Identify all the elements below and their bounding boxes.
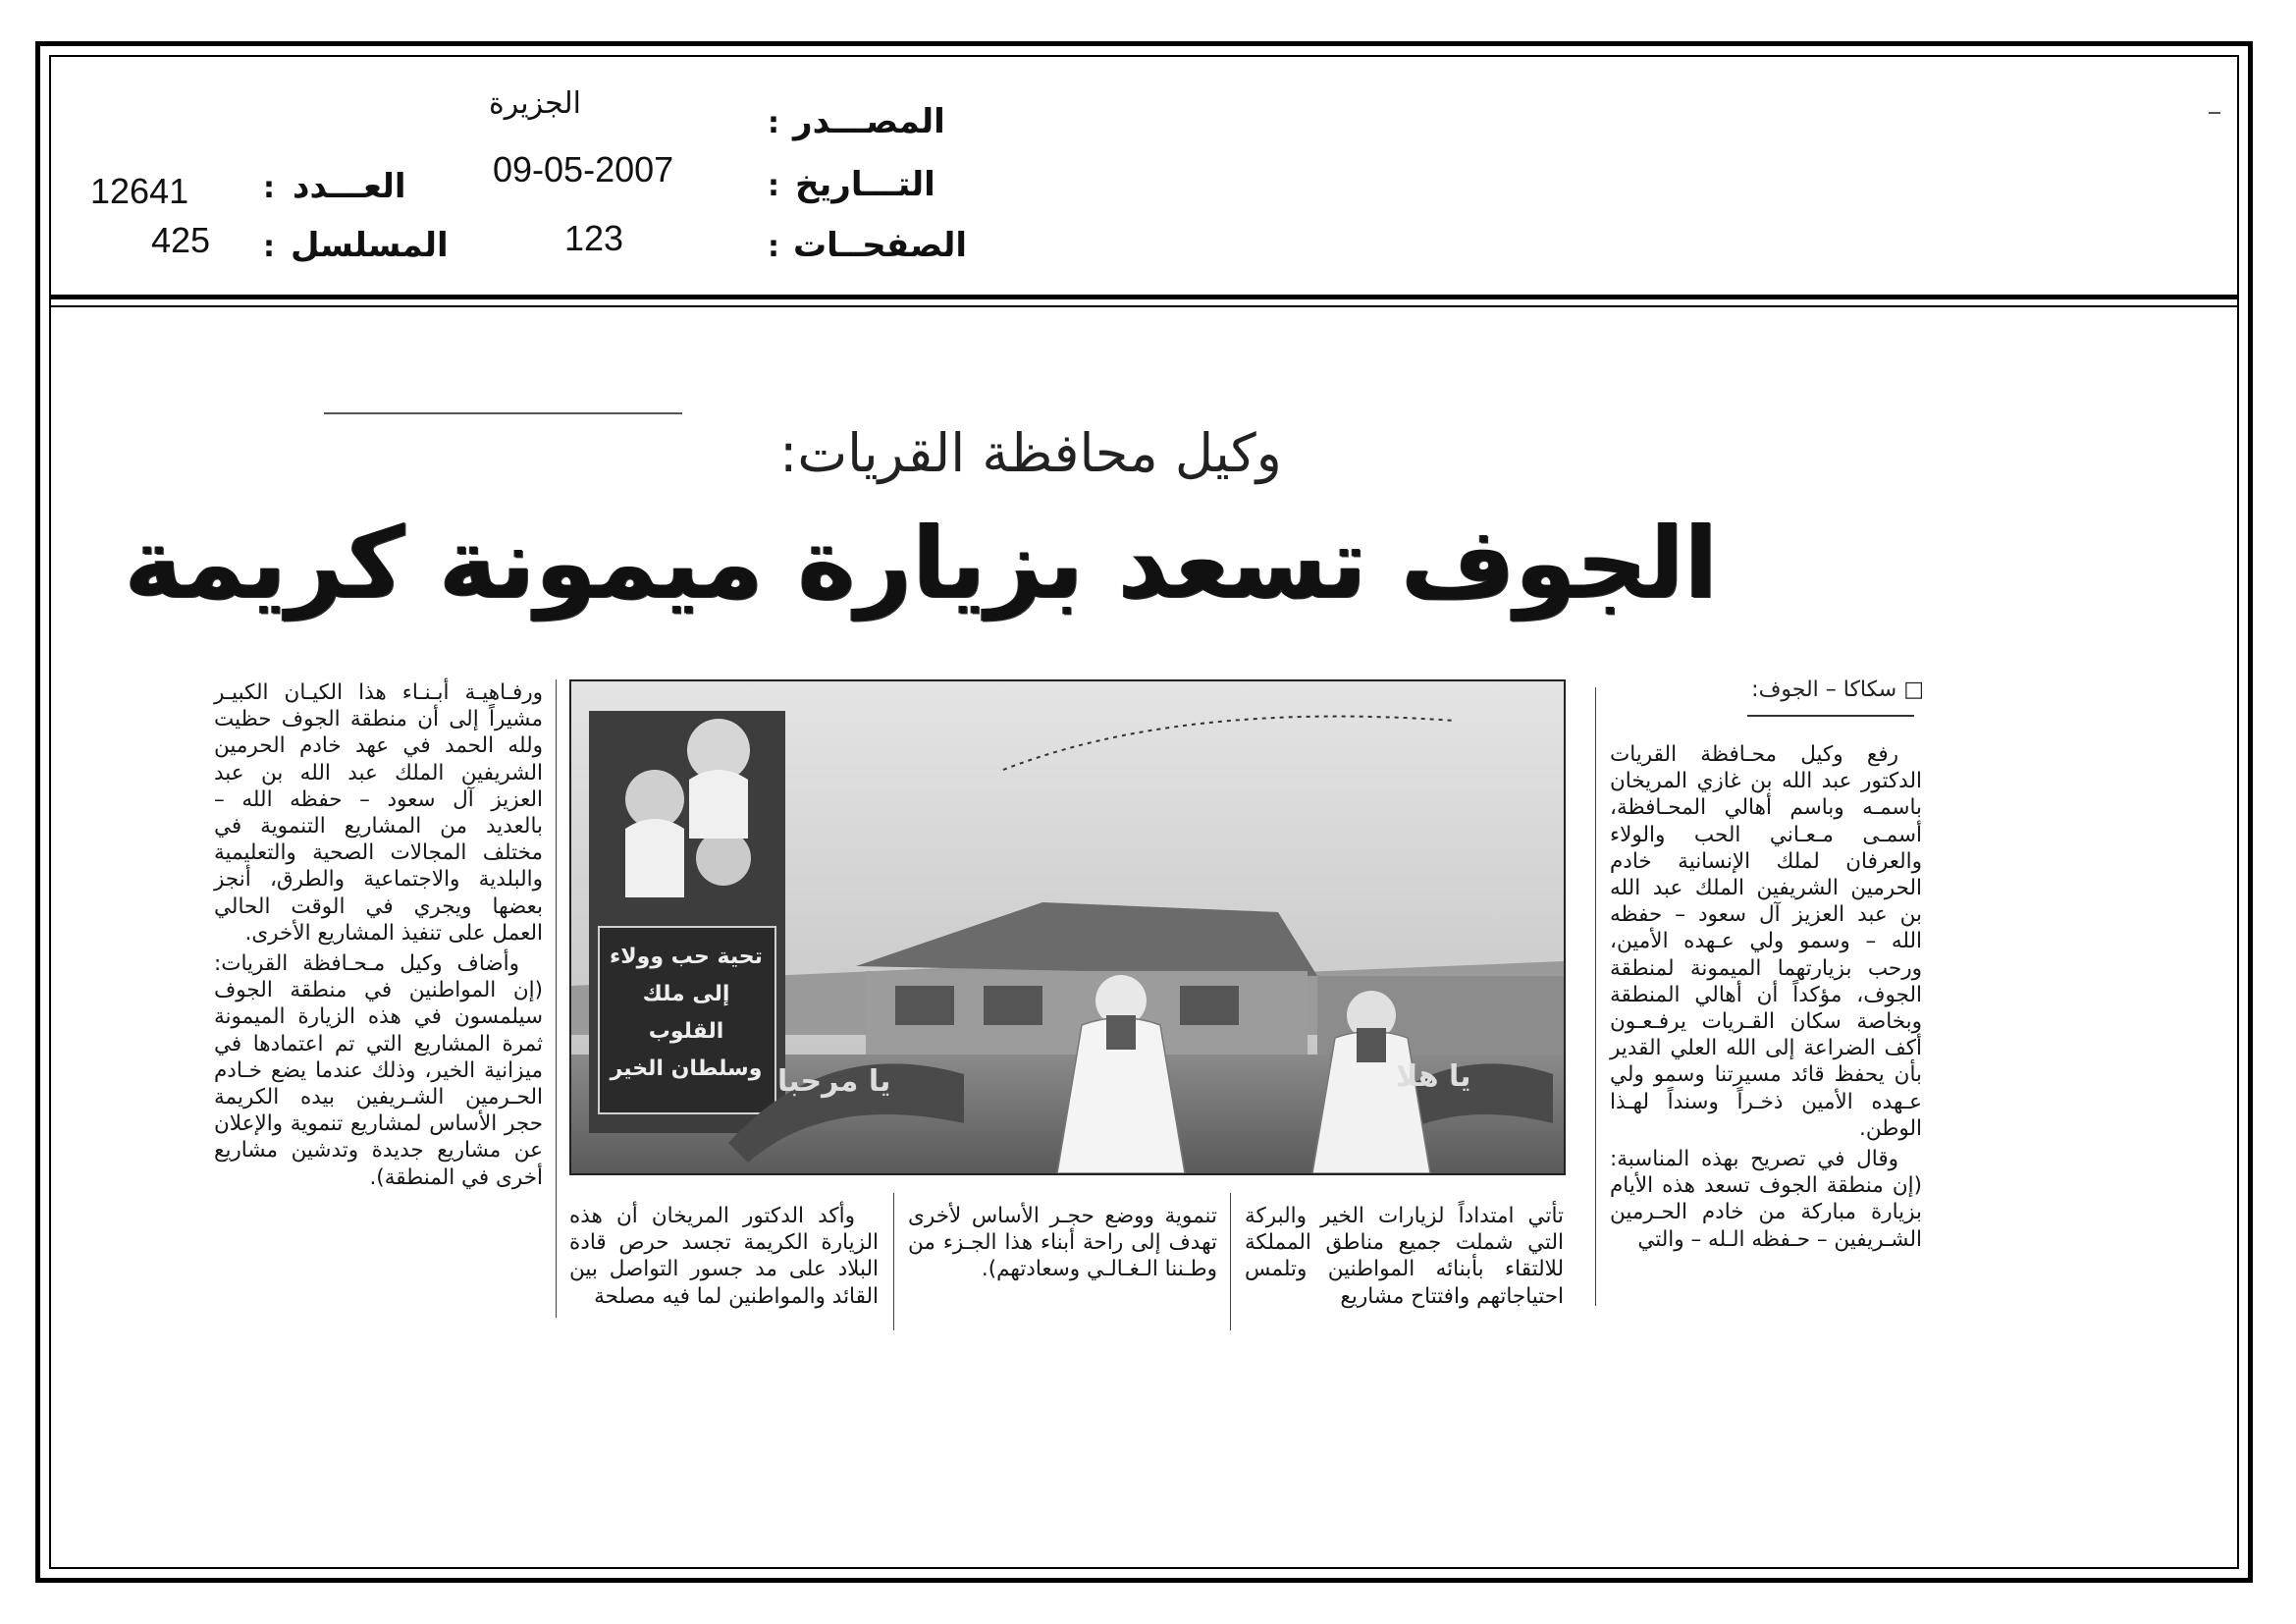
corner-mark xyxy=(2209,112,2220,114)
header-divider-thin xyxy=(49,305,2239,307)
pages-value: 123 xyxy=(564,218,624,258)
column-1-paragraph-1: رفع وكيل محـافظة القريات الدكتور عبد الله بن غازي المريخان باسمـه وباسم أهالي المحـافظة، أسمـى مـعـاني الحب والولاء والعرفان لملك الإنسانية خادم الحرمين الشريفين الملك عبد الله بن عبد العزيز آل سعود – حفظه الله – وسمو ولي عـهده الأمين، ورحب بزيارتهما الميمونة لمنطقة الجوف، مؤكداً أن أهالي المنطقة وبخاصة سكان القـريات يرفـعـون أكف الضراعة إلى الله العلي القدير بأن يحفظ قائد مسيرتنا وسمو ولي عـهده الأمين ذخـراً وسنداً لهـذا الوطن. xyxy=(1610,742,1922,1141)
serial-value: 425 xyxy=(151,220,211,260)
column-5-paragraph-1: ورفـاهيـة أبـنـاء هذا الكيـان الكبيـر مشيراً إلى أن منطقة الجوف حظيت ولله الحمد في عهد خادم الحرمين الشريفين الملك عبد الله بن عبد العزيز آل سعود – حفظه الله – بالعديد من المشاريع التنموية في مختلف المجالات الصحية والتعليمية والبلدية والاجتماعية والطرق، أنجز بعضها ويجري في الوقت الحالي العمل على تنفيذ المشاريع الأخرى. xyxy=(214,680,543,946)
article-column-1 xyxy=(1610,741,1922,1253)
article-headline: الجوف تسعد بزيارة ميمونة كريمة xyxy=(124,506,1718,621)
article-column-5 xyxy=(214,679,543,1191)
photo-illustration xyxy=(571,681,1564,1173)
column-4-paragraph: وأكد الدكتور المريخان أن هذه الزيارة الكريمة تجسد حرص قادة البلاد على مد جسور التواصل بين القائد والمواطنين لما فيه مصلحة xyxy=(569,1204,879,1309)
column-3-paragraph: تنموية ووضع حجـر الأساس لأخرى تهدف إلى راحة أبناء هذا الجـزء من وطـننا الـغـالـي وسعادتهم). xyxy=(908,1204,1217,1282)
column-1-paragraph-2: وقال في تصريح بهذه المناسبة: (إن منطقة الجوف تسعد هذه الأيام بزيارة مباركة من خادم الحـرمين الشـريفين – حـفظه الـله – والتي xyxy=(1610,1147,1922,1252)
news-photo xyxy=(569,679,1566,1175)
column-5-paragraph-2: وأضاف وكيل مـحـافظة القريات: (إن المواطنين في منطقة الجوف سيلمسون في هذه الزيارة الميمونة ثمرة المشاريع التي تم اعتمادها في ميزانية الخير، وذلك عندما يضع خـادم الحـرمين الشـريفين بيده الكريمة حجر الأساس لمشاريع تنموية والإعلان عن مشاريع جديدة وتدشين مشاريع أخرى في المنطقة). xyxy=(214,951,543,1190)
article-dateline: □ سكاكا – الجوف: xyxy=(1751,677,1924,702)
photo-banner-text: تحية حب وولاء إلى ملك القلوب وسلطان الخير xyxy=(610,945,763,1081)
pages-colon: : xyxy=(768,230,779,264)
column-divider xyxy=(556,679,557,1318)
article-column-4 xyxy=(569,1203,879,1310)
article-column-3 xyxy=(908,1203,1217,1283)
source-label: المصـــدر xyxy=(793,102,945,141)
date-label: التـــاريخ xyxy=(795,165,935,204)
photo-arch-text-right: يا هلا xyxy=(1396,1059,1471,1094)
date-value: 09-05-2007 xyxy=(493,149,674,189)
issue-colon: : xyxy=(263,171,275,205)
serial-colon: : xyxy=(263,230,275,264)
header-divider xyxy=(49,295,2239,299)
source-colon: : xyxy=(768,106,779,140)
column-divider xyxy=(1595,687,1596,1306)
pages-label: الصفحــات xyxy=(793,226,968,265)
article-kicker: وكيل محافظة القريات: xyxy=(779,422,1282,484)
serial-label: المسلسل xyxy=(291,226,449,265)
issue-value: 12641 xyxy=(90,171,189,211)
photo-arch-text-left: يا مرحبا xyxy=(777,1064,891,1099)
issue-label: العـــدد xyxy=(293,167,406,206)
column-2-paragraph: تأتي امتداداً لزيارات الخير والبركة التي شملت جميع مناطق المملكة للالتقاء بأبنائه المواطنين وتلمس احتياجاتهم وافتتاح مشاريع xyxy=(1245,1204,1564,1309)
dateline-rule xyxy=(1747,715,1914,717)
column-divider xyxy=(893,1193,894,1330)
kicker-rule xyxy=(324,412,682,414)
date-colon: : xyxy=(768,169,779,203)
article-column-2 xyxy=(1245,1203,1564,1310)
column-divider xyxy=(1230,1193,1231,1330)
source-value: الجزيرة xyxy=(489,86,582,121)
